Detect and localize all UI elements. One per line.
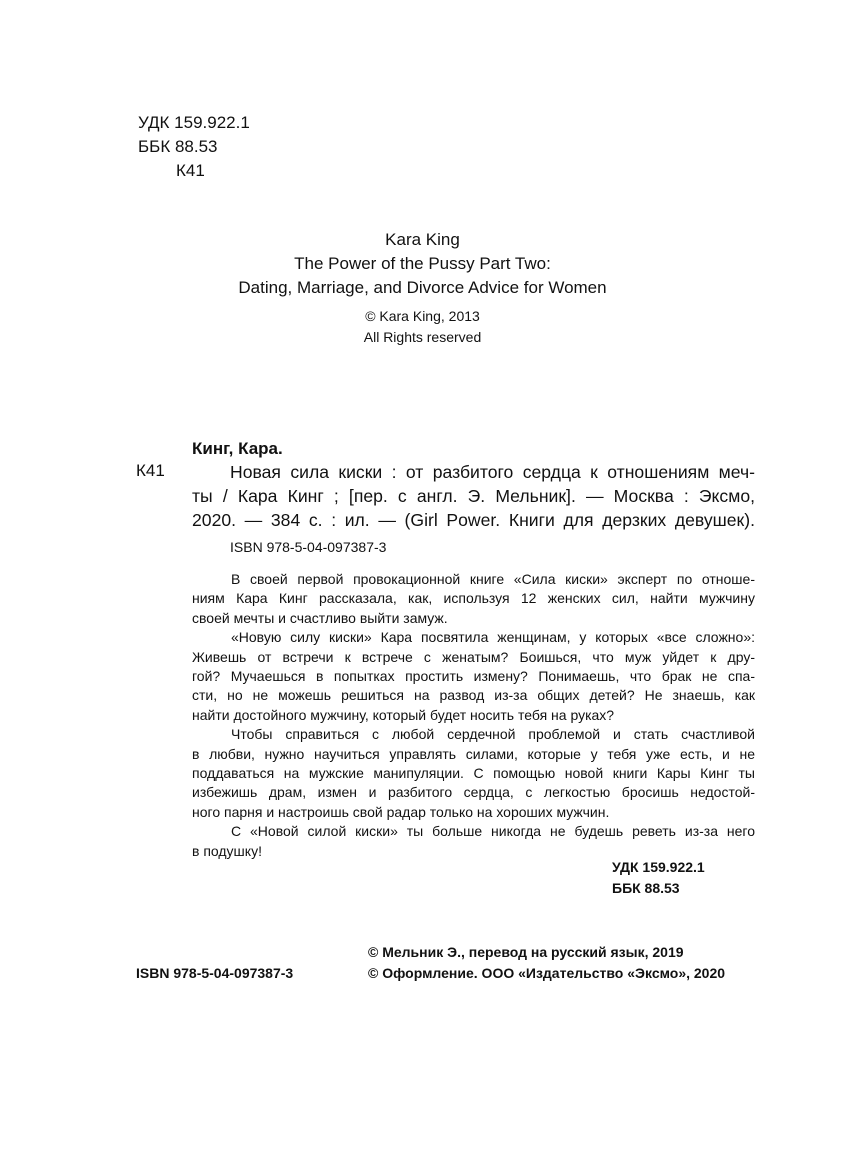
- udk-code: УДК 159.922.1: [138, 113, 250, 132]
- bottom-udk: УДК 159.922.1: [612, 859, 705, 875]
- annotation-line: Чтобы справиться с любой сердечной проблемой и стать счастливой: [231, 726, 755, 743]
- bbk-code: ББК 88.53: [138, 137, 218, 156]
- record-isbn: ISBN 978-5-04-097387-3: [230, 539, 387, 555]
- annotation-line: найти достойного мужчину, который будет носить тебя на руках?: [192, 706, 615, 723]
- record-line: 2020. — 384 с. : ил. — (Girl Power. Книги для дерзких девушек).: [192, 510, 755, 530]
- bottom-bbk: ББК 88.53: [612, 880, 680, 896]
- record-line: Новая сила киски : от разбитого сердца к отношениям меч-: [230, 462, 755, 482]
- annotation-line: В своей первой провокационной книге «Сила киски» эксперт по отноше-: [231, 571, 755, 587]
- record-line: ты / Кара Кинг ; [пер. с англ. Э. Мельник]. — Москва : Эксмо,: [192, 486, 755, 506]
- annotation-line: в любви, нужно научиться управлять силами, которые у тебя уже есть, и не: [192, 745, 755, 762]
- annotation-line: «Новую силу киски» Кара посвятила женщинам, у которых «все сложно»:: [231, 629, 755, 646]
- author-sign: К41: [176, 161, 205, 180]
- original-title-line-1: The Power of the Pussy Part Two:: [294, 254, 551, 273]
- annotation: [192, 570, 755, 861]
- imprint-isbn: ISBN 978-5-04-097387-3: [136, 965, 294, 981]
- annotation-line: избежишь драм, измен и разбитого сердца, с легкостью бросишь недостой-: [192, 784, 755, 801]
- annotation-line: Живешь от встречи к встрече с женатым? Боишься, что муж уйдет к дру-: [192, 648, 755, 665]
- annotation-line: С «Новой силой киски» ты больше никогда не будешь реветь из-за него: [231, 823, 755, 840]
- record-sign: К41: [136, 461, 165, 480]
- annotation-line: поддаваться на мужские манипуляции. С помощью новой книги Кары Кинг ты: [192, 765, 755, 782]
- translation-copyright: © Мельник Э., перевод на русский язык, 2019: [368, 944, 684, 960]
- annotation-line: гой? Мучаешься в попытках простить измену? Понимаешь, что брак не спа-: [192, 668, 755, 685]
- annotation-line: своей мечты и счастливо выйти замуж.: [192, 609, 448, 626]
- annotation-line: в подушку!: [192, 842, 262, 859]
- original-copyright: © Kara King, 2013: [365, 308, 480, 324]
- annotation-line: ного парня и настроишь свой радар только на хороших мужчин.: [192, 803, 610, 820]
- design-copyright: © Оформление. ООО «Издательство «Эксмо», 2020: [368, 965, 726, 981]
- annotation-line: сти, но не можешь решиться на развод из-за общих детей? Не знаешь, как: [192, 687, 755, 704]
- record-heading: Кинг, Кара.: [192, 439, 283, 458]
- original-author: Kara King: [385, 230, 460, 249]
- record-description: [192, 460, 755, 532]
- original-title-line-2: Dating, Marriage, and Divorce Advice for Women: [238, 278, 607, 297]
- annotation-line: ниям Кара Кинг рассказала, как, используя 12 женских сил, найти мужчину: [192, 590, 755, 607]
- original-rights: All Rights reserved: [363, 329, 482, 345]
